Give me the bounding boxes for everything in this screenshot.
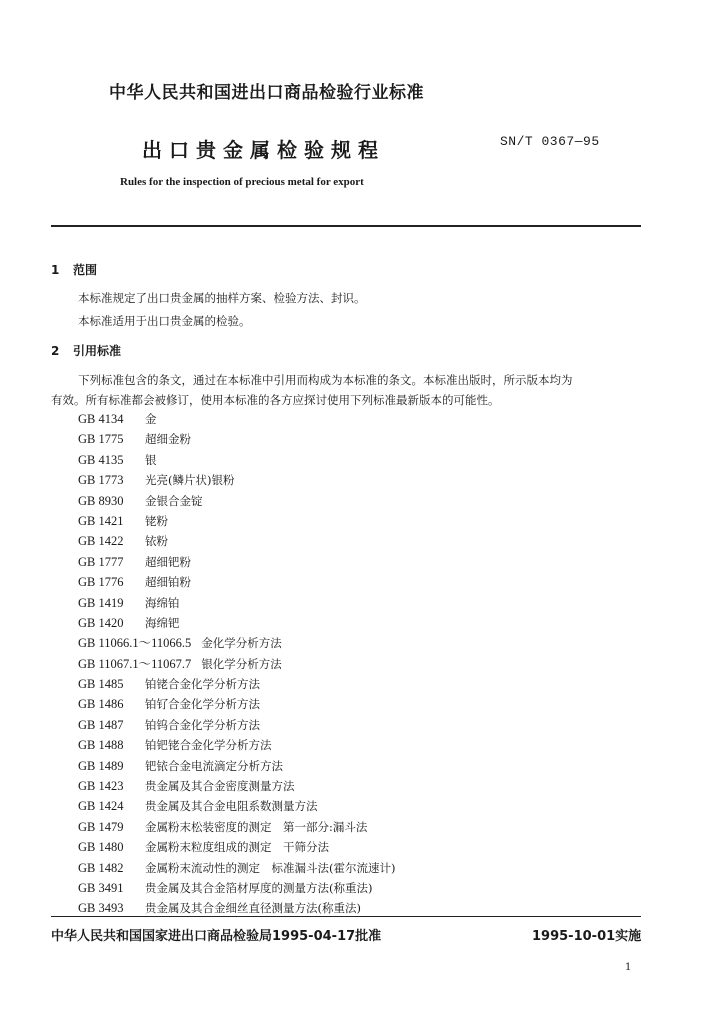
reference-code: GB 1773: [78, 473, 124, 488]
document-title: 出口贵金属检验规程: [142, 138, 385, 162]
reference-code: GB 1777: [78, 554, 124, 569]
reference-item: [78, 756, 395, 776]
section-2-number: 2: [51, 344, 60, 358]
reference-title: 金属粉末粒度组成的测定 干筛分法: [145, 840, 329, 855]
reference-code: GB 1487: [78, 717, 124, 732]
approval-statement: 中华人民共和国国家进出口商品检验局1995-04-17批准: [51, 929, 382, 944]
reference-item: [78, 654, 395, 674]
standard-number: SN/T 0367—95: [500, 134, 600, 149]
reference-title: 铂钯铑合金化学分析方法: [145, 738, 272, 753]
reference-title: 银: [145, 452, 157, 467]
reference-title: 超细钯粉: [145, 554, 191, 569]
reference-title: 金: [145, 412, 157, 426]
reference-code: GB 3493: [78, 901, 124, 916]
reference-item: [78, 470, 395, 490]
reference-item: [78, 878, 395, 898]
reference-item: [78, 450, 395, 470]
reference-title: 铂钨合金化学分析方法: [145, 717, 260, 732]
reference-title: 贵金属及其合金电阻系数测量方法: [145, 799, 318, 814]
reference-code: GB 8930: [78, 493, 124, 508]
reference-list: [78, 409, 395, 919]
section-1-number: 1: [51, 263, 60, 277]
section-2-intro: 下列标准包含的条文，通过在本标准中引用而构成为本标准的条文。本标准出版时，所示版本均为: [78, 373, 573, 387]
reference-item: [78, 694, 395, 714]
reference-title: 光亮(鳞片状)银粉: [145, 473, 235, 488]
reference-code: GB 4135: [78, 452, 124, 467]
reference-code: GB 1479: [78, 819, 124, 834]
reference-code: GB 11066.1～11066.5: [78, 636, 192, 651]
reference-title: 海绵钯: [145, 615, 180, 630]
reference-code: GB 1776: [78, 575, 124, 590]
reference-item: [78, 429, 395, 449]
reference-item: [78, 531, 395, 551]
section-2-intro: 有效。所有标准都会被修订，使用本标准的各方应探讨使用下列标准最新版本的可能性。: [51, 393, 500, 407]
reference-title: 金属粉末松装密度的测定 第一部分:漏斗法: [145, 819, 368, 834]
header-divider: [51, 225, 641, 227]
reference-title: 铱粉: [145, 534, 168, 549]
reference-code: GB 1775: [78, 432, 124, 447]
implementation-date: 1995-10-01实施: [532, 929, 642, 944]
footer-divider: [51, 916, 641, 917]
reference-title: 铂铑合金化学分析方法: [145, 677, 260, 692]
reference-code: GB 1489: [78, 758, 124, 773]
reference-code: GB 1423: [78, 779, 124, 794]
reference-code: GB 1482: [78, 860, 124, 875]
section-1-paragraph: 本标准适用于出口贵金属的检验。: [78, 314, 251, 328]
reference-code: GB 1421: [78, 513, 124, 528]
reference-item: [78, 735, 395, 755]
reference-code: GB 11067.1～11067.7: [78, 656, 192, 671]
reference-title: 铑粉: [145, 513, 168, 528]
reference-item: [78, 511, 395, 531]
reference-item: [78, 776, 395, 796]
reference-title: 铂钌合金化学分析方法: [145, 697, 260, 712]
reference-title: 超细铂粉: [145, 575, 191, 590]
page-number: 1: [625, 962, 632, 973]
reference-code: GB 1420: [78, 615, 124, 630]
reference-code: GB 4134: [78, 412, 124, 426]
reference-title: 金属粉末流动性的测定 标准漏斗法(霍尔流速计): [145, 860, 396, 875]
reference-title: 金化学分析方法: [201, 636, 282, 651]
issuing-organization: 中华人民共和国进出口商品检验行业标准: [109, 83, 424, 103]
reference-title: 钯铱合金电流滴定分析方法: [145, 758, 283, 773]
reference-item: [78, 593, 395, 613]
english-title: Rules for the inspection of precious metal for export: [120, 176, 364, 188]
reference-title: 银化学分析方法: [201, 656, 282, 671]
section-1-heading: [51, 261, 97, 278]
reference-code: GB 1424: [78, 799, 124, 814]
reference-code: GB 1486: [78, 697, 124, 712]
reference-item: [78, 674, 395, 694]
reference-item: [78, 858, 395, 878]
reference-title: 超细金粉: [145, 432, 191, 447]
reference-item: [78, 552, 395, 572]
reference-item: [78, 817, 395, 837]
reference-title: 金银合金锭: [145, 493, 203, 508]
reference-item: [78, 409, 395, 429]
reference-item: [78, 633, 395, 653]
reference-title: 海绵铂: [145, 595, 180, 610]
reference-item: [78, 715, 395, 735]
reference-title: 贵金属及其合金密度测量方法: [145, 779, 295, 794]
reference-item: [78, 796, 395, 816]
reference-title: 贵金属及其合金箔材厚度的测量方法(称重法): [145, 880, 373, 895]
section-1-paragraph: 本标准规定了出口贵金属的抽样方案、检验方法、封识。: [78, 291, 366, 305]
reference-item: [78, 837, 395, 857]
section-2-title: 引用标准: [73, 344, 122, 358]
reference-title: 贵金属及其合金细丝直径测量方法(称重法): [145, 901, 361, 916]
reference-item: [78, 491, 395, 511]
reference-code: GB 1422: [78, 534, 124, 549]
reference-code: GB 1488: [78, 738, 124, 753]
reference-code: GB 3491: [78, 880, 124, 895]
reference-item: [78, 572, 395, 592]
reference-item: [78, 613, 395, 633]
section-2-heading: [51, 342, 121, 359]
reference-code: GB 1419: [78, 595, 124, 610]
reference-code: GB 1485: [78, 677, 124, 692]
section-1-title: 范围: [73, 263, 98, 277]
reference-code: GB 1480: [78, 840, 124, 855]
